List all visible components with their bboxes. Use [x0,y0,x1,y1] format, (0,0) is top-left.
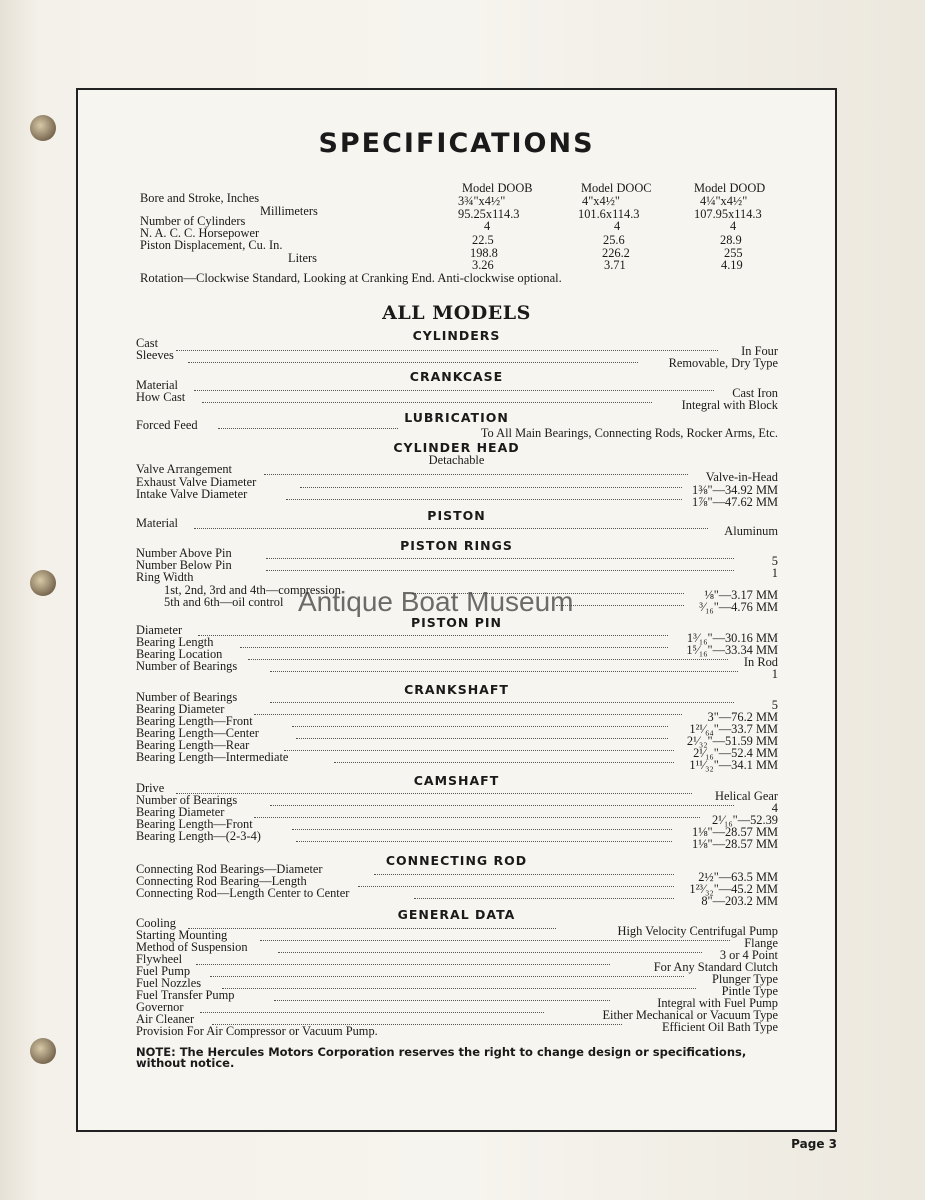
section-piston: PISTON [427,508,486,523]
spec-label: 5th and 6th—oil control [164,595,284,609]
spec-label: Number Below Pin [136,558,232,572]
spec-label: Forced Feed [136,418,198,432]
spec-label: Governor [136,1000,184,1014]
spec-label: Cast [136,336,159,350]
spec-value: ⅛"—3.17 MM [704,588,778,602]
doob-mm: 95.25x114.3 [458,207,520,221]
cylinder-head-detachable: Detachable [428,453,485,467]
spec-value: For Any Standard Clutch [653,960,778,974]
dood-bore: 4¼"x4½" [700,194,748,208]
model-header-dood: Model DOOD [694,181,766,195]
spec-row-cam-234 [136,829,778,851]
spec-label: Number Above Pin [136,546,232,560]
spec-label: Exhaust Valve Diameter [136,475,257,489]
spec-value: Pintle Type [721,984,778,998]
section-lubrication: LUBRICATION [404,410,509,425]
spec-value: 1 [771,566,778,580]
spec-label: Bearing Length—Intermediate [136,750,289,764]
section-piston-rings: PISTON RINGS [400,538,513,553]
dood-mm: 107.95x114.3 [694,207,762,221]
dood-liters: 4.19 [721,258,743,272]
spec-row-sleeves [136,348,778,370]
page-title: SPECIFICATIONS [318,128,595,159]
spec-label: Bearing Length—(2-3-4) [136,829,261,843]
spec-label: Drive [136,781,165,795]
spec-value: 1⅛"—28.57 MM [692,837,778,851]
spec-value: 5 [771,554,778,568]
spec-label: Connecting Rod Bearing—Length [136,874,307,888]
leader-dots [188,362,638,363]
spec-value: Efficient Oil Bath Type [661,1020,778,1034]
spec-label: Bearing Length—Front [136,714,253,728]
spec-label: Bearing Location [136,647,223,661]
spec-value: Removable, Dry Type [668,356,778,370]
leader-dots [270,671,738,672]
binder-hole-bottom [30,1038,56,1064]
dooc-mm: 101.6x114.3 [578,207,640,221]
spec-value: 1 [771,667,778,681]
spec-label: Starting Mounting [136,928,228,942]
spec-value: Aluminum [724,524,778,538]
spec-row-cr-ctc [136,886,778,908]
spec-label: Bearing Diameter [136,805,225,819]
spec-value: Cast Iron [732,386,778,400]
binder-hole-middle [30,570,56,596]
spec-row-piston-material [136,516,778,538]
cylinders-label: Number of Cylinders [140,214,246,228]
spec-label: Valve Arrangement [136,462,232,476]
doob-cyl: 4 [484,219,491,233]
spec-label: Bearing Length—Rear [136,738,250,752]
spec-value: 1¹¹⁄₃₂"—34.1 MM [689,758,778,772]
spec-label: Material [136,378,178,392]
spec-label: Intake Valve Diameter [136,487,248,501]
spec-label: Air Cleaner [136,1012,195,1026]
spec-value: 5 [771,698,778,712]
leader-dots [202,402,652,403]
millimeters-label: Millimeters [260,204,318,218]
spec-label: Number of Bearings [136,690,238,704]
spec-value: 1⅞"—47.62 MM [692,495,778,509]
spec-label: Flywheel [136,952,183,966]
watermark-text: Antique Boat Museum [298,586,574,617]
spec-value: 1³⁄₁₆"—30.16 MM [686,631,778,645]
spec-value: Helical Gear [715,789,778,803]
section-piston-pin: PISTON PIN [410,615,503,630]
leader-dots [334,762,674,763]
leader-dots [218,428,398,429]
spec-value: Either Mechanical or Vacuum Type [602,1008,778,1022]
spec-label: Cooling [136,916,176,930]
model-header-doob: Model DOOB [462,181,533,195]
spec-label: Diameter [136,623,183,637]
all-models-heading: ALL MODELS [382,302,531,324]
spec-label: Connecting Rod—Length Center to Center [136,886,350,900]
spec-value: ³⁄₁₆"—4.76 MM [699,600,778,614]
spec-value: Flange [744,936,778,950]
model-header-dooc: Model DOOC [581,181,652,195]
spec-value: 3 or 4 Point [719,948,778,962]
dood-cyl: 4 [730,219,737,233]
spec-value: 1²³⁄₃₂"—45.2 MM [689,882,778,896]
spec-label: Bearing Diameter [136,702,225,716]
spec-label: Method of Suspension [136,940,248,954]
spec-label: Number of Bearings [136,659,238,673]
spec-label: Fuel Nozzles [136,976,202,990]
rotation-note: Rotation—Clockwise Standard, Looking at Cranking End. Anti-clockwise optional. [140,271,562,285]
horsepower-label: N. A. C. C. Horsepower [140,226,260,240]
spec-label: Provision For Air Compressor or Vacuum Pump. [136,1024,378,1038]
section-cylinders: CYLINDERS [412,328,501,343]
spec-value: 3"—76.2 MM [707,710,778,724]
spec-value: 4 [771,801,778,815]
spec-value: In Four [741,344,778,358]
spec-value: 1²¹⁄₆₄"—33.7 MM [689,722,778,736]
spec-label: Fuel Pump [136,964,191,978]
spec-value: 1⁵⁄₁₆"—33.34 MM [686,643,778,657]
section-crankcase: CRANKCASE [409,369,504,384]
liters-label: Liters [288,251,317,265]
spec-row-ring-width [136,570,778,582]
spec-label: 1st, 2nd, 3rd and 4th—compression [164,583,341,597]
section-camshaft: CAMSHAFT [413,773,500,788]
section-cylinder-head: CYLINDER HEAD [393,440,520,455]
doob-hp: 22.5 [472,233,494,247]
dooc-hp: 25.6 [603,233,625,247]
spec-value: 1⅛"—28.57 MM [692,825,778,839]
spec-row-forced-feed [136,418,778,440]
spec-label: Number of Bearings [136,793,238,807]
dood-hp: 28.9 [720,233,742,247]
spec-value: Integral with Fuel Pump [657,996,778,1010]
spec-value: High Velocity Centrifugal Pump [617,924,778,938]
spec-row-cs-intermediate [136,750,778,772]
spec-label: Ring Width [136,570,194,584]
spec-row-provision [136,1024,778,1036]
spec-value: Valve-in-Head [705,470,778,484]
dooc-liters: 3.71 [604,258,626,272]
leader-dots [194,528,708,529]
spec-row-pin-number [136,659,778,681]
leader-dots [556,605,684,606]
spec-label: Sleeves [136,348,174,362]
spec-label: How Cast [136,390,186,404]
section-general-data: GENERAL DATA [397,907,516,922]
spec-row-cc-how [136,390,778,412]
note-disclaimer: NOTE: The Hercules Motors Corporation reserves the right to change design or specifications, without notice. [136,1045,747,1070]
dood-disp: 255 [724,246,743,260]
leader-dots [286,499,682,500]
spec-value: 1⅜"—34.92 MM [692,483,778,497]
spec-label: Bearing Length—Center [136,726,259,740]
spec-row-intake-valve [136,487,778,509]
doob-liters: 3.26 [472,258,494,272]
dooc-bore: 4"x4½" [582,194,620,208]
spec-value: 2½"—63.5 MM [698,870,778,884]
spec-label: Fuel Transfer Pump [136,988,235,1002]
bore-stroke-label: Bore and Stroke, Inches [140,191,260,205]
section-crankshaft: CRANKSHAFT [404,682,509,697]
displacement-label: Piston Displacement, Cu. In. [140,238,283,252]
spec-value: 2¹⁄₁₆"—52.4 MM [693,746,778,760]
spec-label: Bearing Length—Front [136,817,253,831]
section-connecting-rod: CONNECTING ROD [385,853,528,868]
spec-value: 2¹⁄₃₂"—51.59 MM [686,734,778,748]
spec-value: Integral with Block [681,398,778,412]
spec-value: To All Main Bearings, Connecting Rods, Rocker Arms, Etc. [480,426,778,440]
spec-value: Plunger Type [711,972,778,986]
binder-hole-top [30,115,56,141]
leader-dots [414,898,674,899]
leader-dots [296,841,672,842]
spec-label: Connecting Rod Bearings—Diameter [136,862,323,876]
dooc-cyl: 4 [614,219,621,233]
dooc-disp: 226.2 [602,246,630,260]
spec-label: Bearing Length [136,635,214,649]
spec-value: In Rod [743,655,778,669]
spec-value: 8"—203.2 MM [701,894,778,908]
spec-label: Material [136,516,178,530]
doob-bore: 3¾"x4½" [458,194,506,208]
page-number: Page 3 [791,1137,837,1151]
spec-value: 2¹⁄₁₆"—52.39 [712,813,778,827]
doob-disp: 198.8 [470,246,498,260]
